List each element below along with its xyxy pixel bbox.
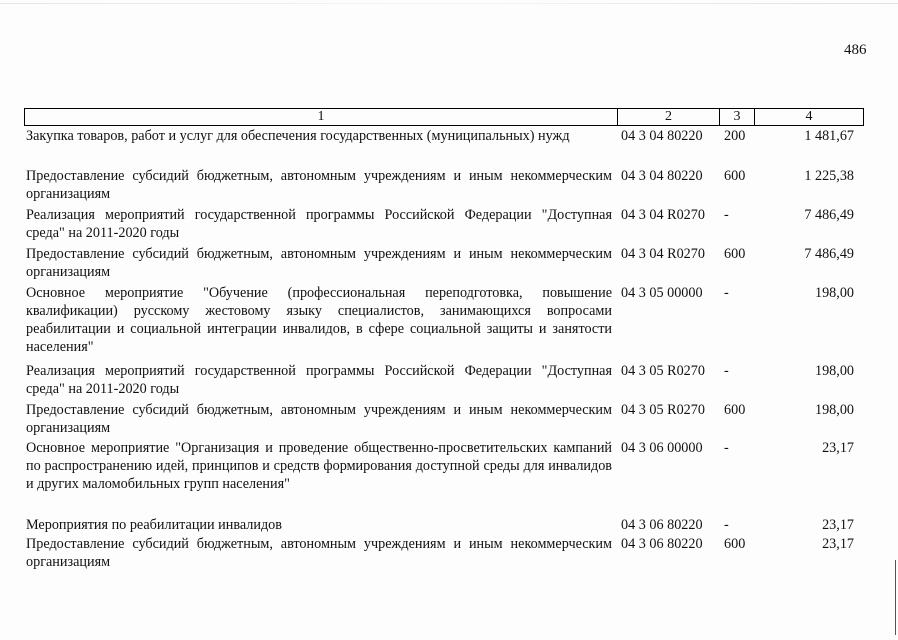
row-type: 600 [724,402,746,418]
row-sum: 23,17 [822,440,854,456]
row-type: 600 [724,246,746,262]
row-code: 04 3 05 00000 [621,285,703,301]
row-type: 600 [724,168,746,184]
row-code: 04 3 04 80220 [621,168,703,184]
row-code: 04 3 06 80220 [621,536,703,552]
scan-edge-right [895,560,896,635]
page-number: 486 [844,42,867,58]
row-code: 04 3 04 R0270 [621,246,705,262]
row-sum: 1 225,38 [804,168,854,184]
row-type: - [724,207,729,223]
row-name: Мероприятия по реабилитации инвалидов [26,517,282,533]
row-type: - [724,285,729,301]
row-sum: 23,17 [822,536,854,552]
row-type: 600 [724,536,746,552]
row-name: Основное мероприятие "Организация и проведение общественно-просветительских кампаний по распространению идей, принципов и средств формирования доступной среды для инвалидов и других маломобильных групп населения" [26,440,612,492]
table-header [24,108,864,126]
row-name: Предоставление субсидий бюджетным, автономным учреждениям и иным некоммерческим организациям [26,536,612,570]
row-sum: 198,00 [814,285,854,301]
header-col-2: 2 [618,109,720,125]
row-code: 04 3 06 80220 [621,517,703,533]
row-name: Предоставление субсидий бюджетным, автономным учреждениям и иным некоммерческим организациям [26,168,612,202]
header-col-3: 3 [720,109,755,125]
row-name: Закупка товаров, работ и услуг для обеспечения государственных (муниципальных) нужд [26,128,570,144]
row-sum: 23,17 [822,517,854,533]
row-sum: 7 486,49 [804,246,854,262]
row-name: Предоставление субсидий бюджетным, автономным учреждениям и иным некоммерческим организациям [26,402,612,436]
row-code: 04 3 05 R0270 [621,402,705,418]
row-name: Реализация мероприятий государственной программы Российской Федерации "Доступная среда" на 2011-2020 годы [26,207,612,241]
row-sum: 1 481,67 [804,128,854,144]
row-name: Предоставление субсидий бюджетным, автономным учреждениям и иным некоммерческим организациям [26,246,612,280]
row-code: 04 3 04 R0270 [621,207,705,223]
row-code: 04 3 04 80220 [621,128,703,144]
header-col-1: 1 [25,109,618,125]
row-sum: 198,00 [814,402,854,418]
row-type: 200 [724,128,746,144]
header-col-4: 4 [805,109,813,124]
row-name: Основное мероприятие "Обучение (профессиональная переподготовка, повышение квалификации) русскому жестовому языку специалистов, занимающихся вопросами реабилитации и социальной интеграции инвалидов, в сфере социальной защиты и занятости населения" [26,285,612,355]
row-type: - [724,363,729,379]
row-type: - [724,440,729,456]
row-sum: 198,00 [814,363,854,379]
scan-edge-top [0,3,898,4]
row-code: 04 3 06 00000 [621,440,703,456]
row-name: Реализация мероприятий государственной программы Российской Федерации "Доступная среда" на 2011-2020 годы [26,363,612,397]
row-sum: 7 486,49 [804,207,854,223]
row-code: 04 3 05 R0270 [621,363,705,379]
row-type: - [724,517,729,533]
